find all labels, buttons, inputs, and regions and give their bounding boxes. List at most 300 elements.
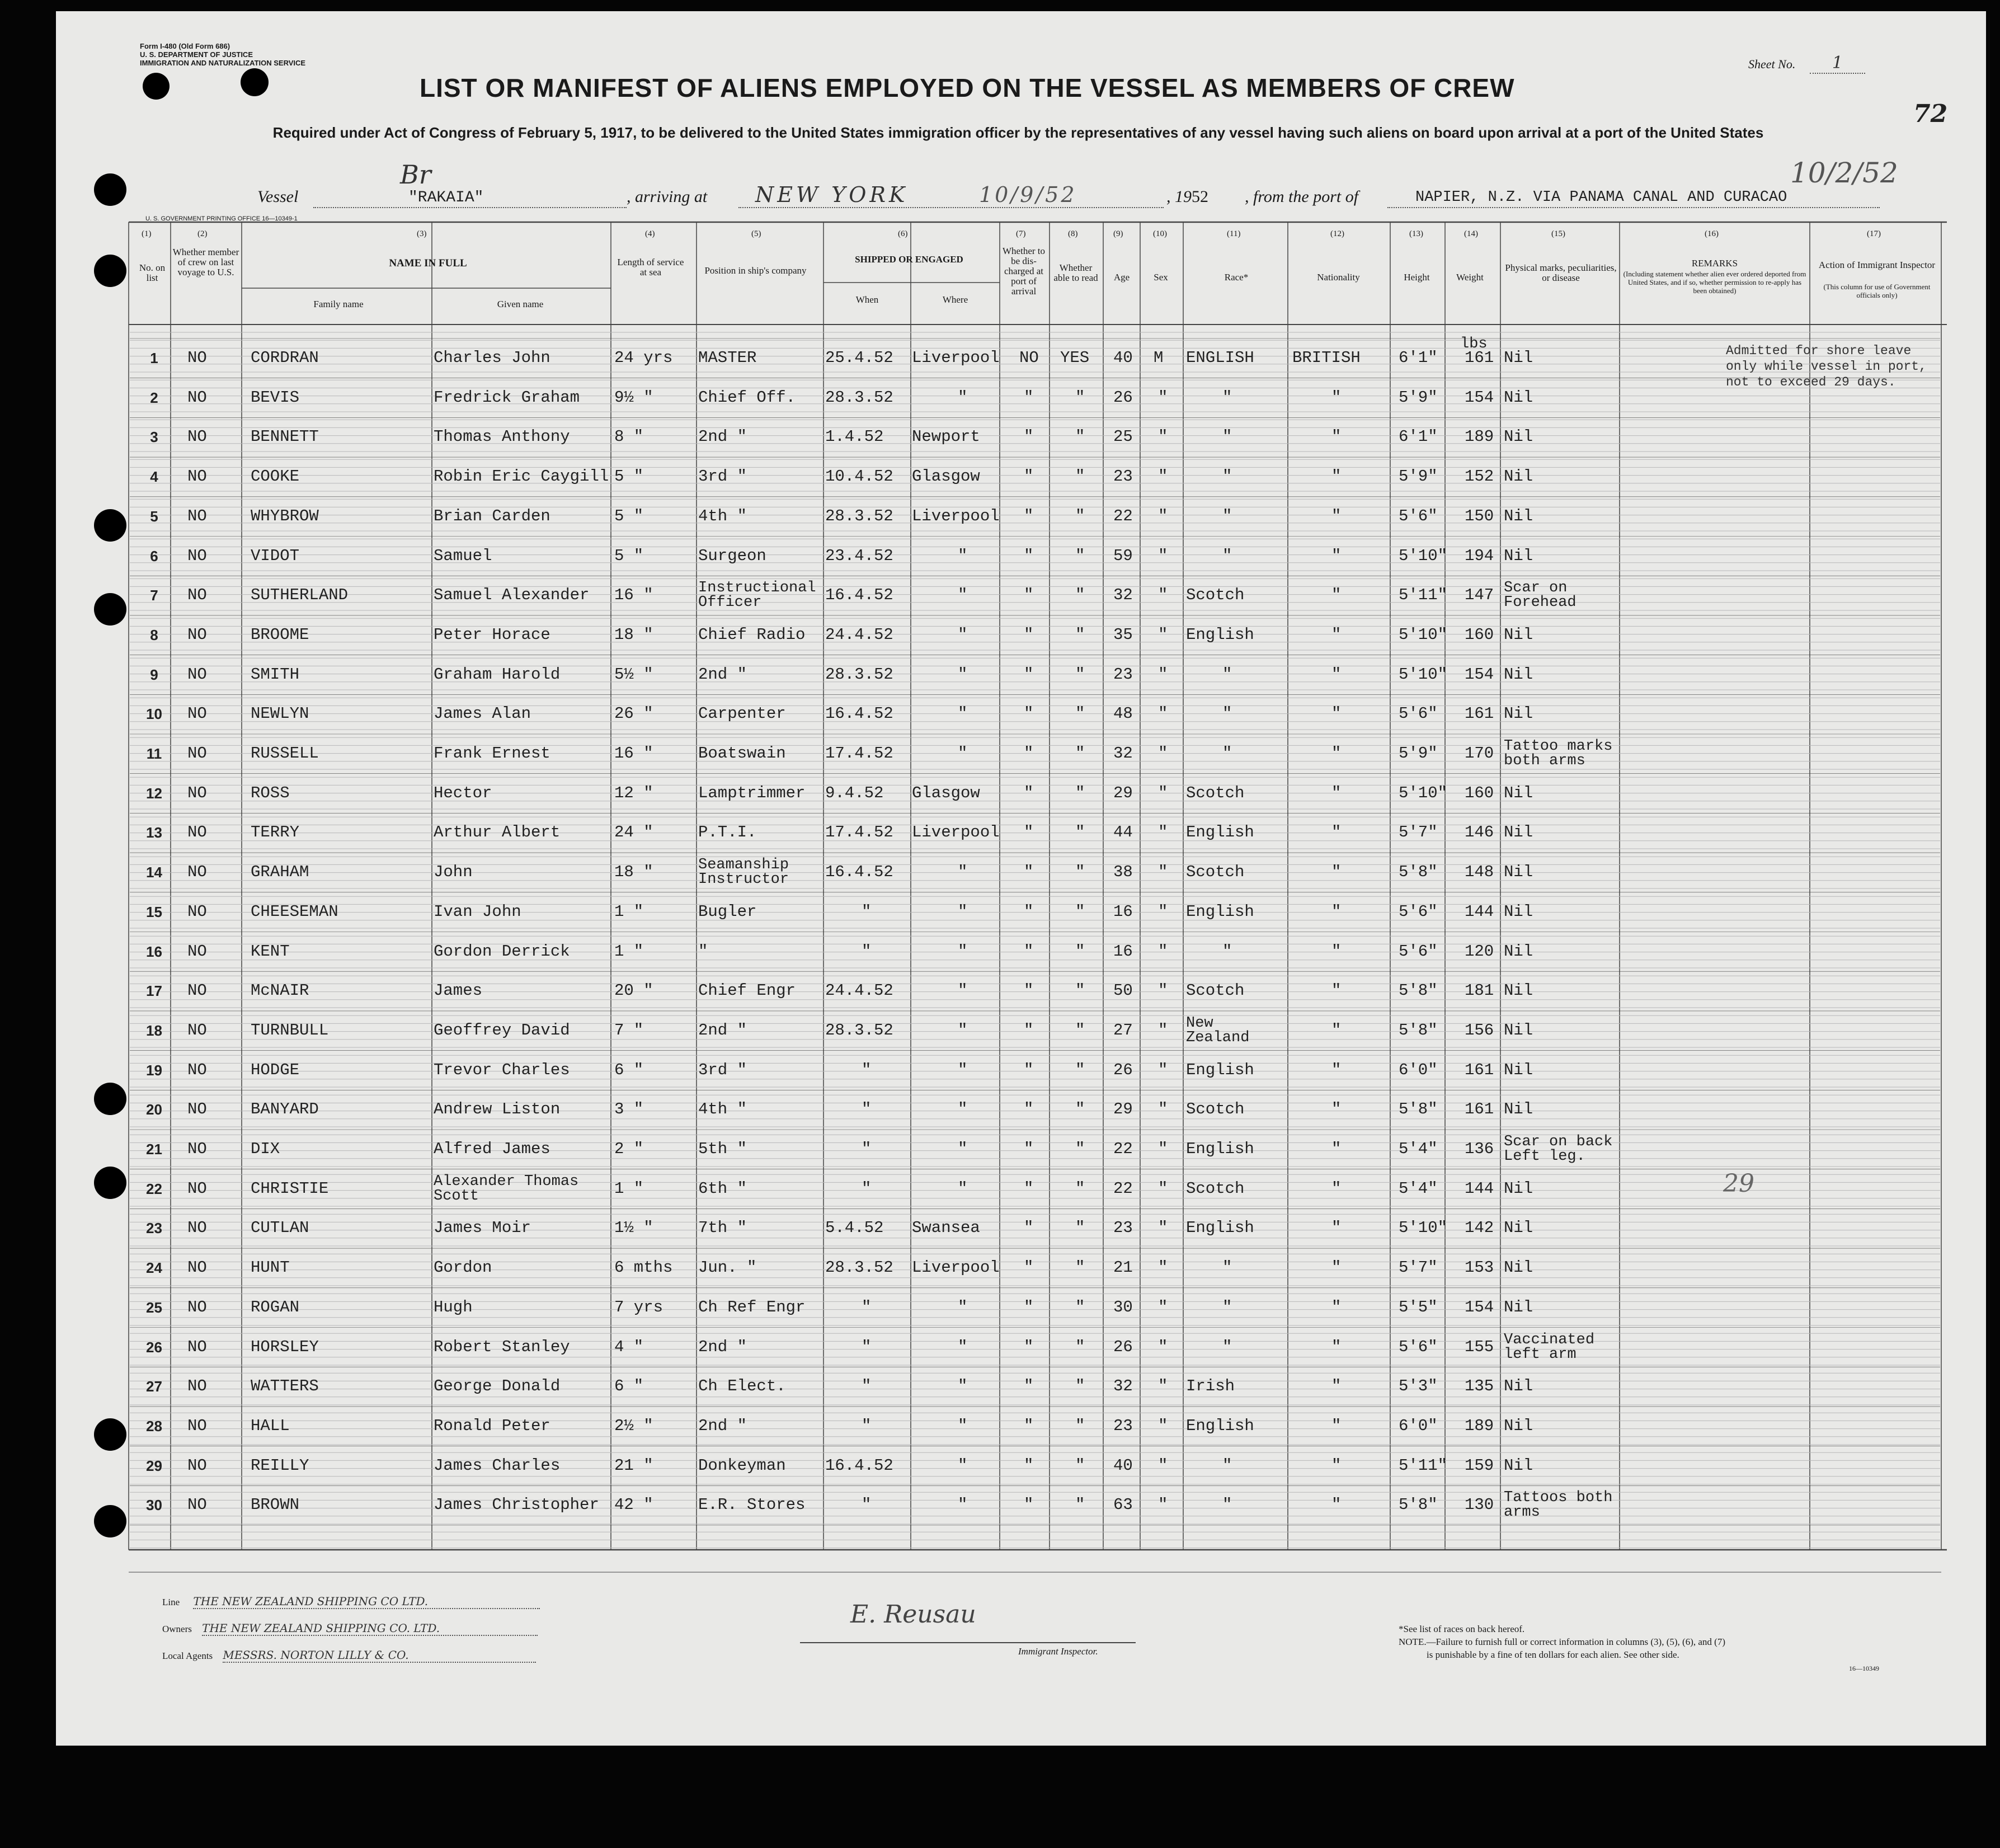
race: " xyxy=(1222,506,1232,525)
race: " xyxy=(1222,744,1232,763)
shipped-where: " xyxy=(958,1179,968,1198)
crew-last-voyage: NO xyxy=(187,823,207,842)
physical-marks: Nil xyxy=(1504,783,1533,802)
nationality: " xyxy=(1331,902,1342,921)
able-to-read: " xyxy=(1075,586,1085,605)
crew-last-voyage: NO xyxy=(187,1377,207,1396)
service-length: 5 " xyxy=(614,546,644,565)
family-name: TERRY xyxy=(251,823,300,842)
row-number: 26 xyxy=(146,1338,162,1356)
height: 5'11" xyxy=(1399,1456,1448,1475)
sex: " xyxy=(1158,1377,1168,1396)
footer-note-penalty: NOTE.—Failure to furnish full or correct information in columns (3), (5), (6), and (7) xyxy=(1399,1637,1725,1647)
position: MASTER xyxy=(698,349,757,367)
physical-marks: Tattoo marks both arms xyxy=(1504,738,1613,769)
family-name: BROOME xyxy=(251,625,309,644)
column-number: (11) xyxy=(1227,229,1241,238)
shipped-where: Newport xyxy=(912,427,980,446)
age: 21 xyxy=(1113,1258,1133,1277)
column-number: (2) xyxy=(197,229,208,238)
race: Scotch xyxy=(1186,1179,1245,1198)
discharged: " xyxy=(1024,863,1034,882)
sex: " xyxy=(1158,665,1168,684)
discharged: " xyxy=(1024,1060,1034,1079)
vessel-label: Vessel xyxy=(257,187,299,206)
shipped-where: " xyxy=(958,1297,968,1316)
family-name: COOKE xyxy=(251,467,300,486)
nationality: " xyxy=(1331,1297,1342,1316)
family-name: McNAIR xyxy=(251,981,309,1000)
row-number: 28 xyxy=(146,1417,162,1435)
race: " xyxy=(1222,704,1232,723)
given-name: Ronald Peter xyxy=(434,1416,550,1435)
able-to-read: " xyxy=(1075,467,1085,486)
discharged: " xyxy=(1024,1297,1034,1316)
able-to-read: " xyxy=(1075,902,1085,921)
race: " xyxy=(1222,665,1232,684)
sex: " xyxy=(1158,902,1168,921)
height: 5'8" xyxy=(1399,981,1438,1000)
service-length: 20 " xyxy=(614,981,653,1000)
header-sex: Sex xyxy=(1154,272,1168,283)
header-height: Height xyxy=(1404,272,1430,283)
row-number: 15 xyxy=(146,903,162,920)
race: " xyxy=(1222,942,1232,961)
sex: " xyxy=(1158,744,1168,763)
race: " xyxy=(1222,427,1232,446)
physical-marks: Nil xyxy=(1504,1456,1533,1475)
family-name: DIX xyxy=(251,1140,280,1158)
weight: 153 xyxy=(1465,1258,1494,1277)
height: 6'1" xyxy=(1399,349,1438,367)
position: 4th " xyxy=(698,1100,747,1119)
age: 25 xyxy=(1113,427,1133,446)
able-to-read: " xyxy=(1075,863,1085,882)
able-to-read: " xyxy=(1075,783,1085,802)
family-name: HODGE xyxy=(251,1060,300,1079)
shipped-when: 9.4.52 xyxy=(825,783,884,802)
shipped-where: Liverpool xyxy=(912,506,1000,525)
weight: 144 xyxy=(1465,902,1494,921)
physical-marks: Nil xyxy=(1504,546,1533,565)
footer-note-penalty-2: is punishable by a fine of ten dollars for each alien. See other side. xyxy=(1427,1649,1679,1660)
row-number: 10 xyxy=(146,706,162,723)
sex: " xyxy=(1158,506,1168,525)
physical-marks: Nil xyxy=(1504,1219,1533,1238)
header-where: Where xyxy=(942,294,968,305)
able-to-read: " xyxy=(1075,981,1085,1000)
position: P.T.I. xyxy=(698,823,757,842)
row-number: 25 xyxy=(146,1299,162,1316)
crew-last-voyage: NO xyxy=(187,1496,207,1515)
column-number: (16) xyxy=(1705,229,1719,238)
crew-last-voyage: NO xyxy=(187,863,207,882)
weight: 170 xyxy=(1465,744,1494,763)
age: 23 xyxy=(1113,665,1133,684)
physical-marks: Nil xyxy=(1504,1416,1533,1435)
given-name: Fredrick Graham xyxy=(434,388,580,407)
race: English xyxy=(1186,902,1254,921)
row-number: 29 xyxy=(146,1457,162,1474)
physical-marks: Nil xyxy=(1504,1179,1533,1198)
sex: " xyxy=(1158,1456,1168,1475)
race: Scotch xyxy=(1186,981,1245,1000)
age: 23 xyxy=(1113,467,1133,486)
crew-last-voyage: NO xyxy=(187,902,207,921)
crew-last-voyage: NO xyxy=(187,1100,207,1119)
crew-last-voyage: NO xyxy=(187,1140,207,1158)
row-number: 21 xyxy=(146,1141,162,1158)
family-name: TURNBULL xyxy=(251,1021,329,1040)
crew-last-voyage: NO xyxy=(187,1258,207,1277)
discharged: " xyxy=(1024,1416,1034,1435)
service-length: 16 " xyxy=(614,744,653,763)
header-weight: Weight xyxy=(1456,272,1484,283)
sex: " xyxy=(1158,783,1168,802)
age: 32 xyxy=(1113,586,1133,605)
discharged: " xyxy=(1024,823,1034,842)
nationality: " xyxy=(1331,388,1342,407)
header-name-in-full: NAME IN FULL xyxy=(389,257,467,269)
given-name: Samuel Alexander xyxy=(434,586,590,605)
height: 5'10" xyxy=(1399,625,1448,644)
shipped-when: " xyxy=(862,1337,872,1356)
nationality: " xyxy=(1331,467,1342,486)
race: Scotch xyxy=(1186,586,1245,605)
race: ENGLISH xyxy=(1186,349,1254,367)
owners-value: THE NEW ZEALAND SHIPPING CO. LTD. xyxy=(202,1621,538,1636)
crew-last-voyage: NO xyxy=(187,1060,207,1079)
physical-marks: Nil xyxy=(1504,981,1533,1000)
nationality: " xyxy=(1331,1100,1342,1119)
weight: 160 xyxy=(1465,625,1494,644)
family-name: SMITH xyxy=(251,665,300,684)
position: 3rd " xyxy=(698,1060,747,1079)
vessel-note: Br xyxy=(400,159,431,190)
weight: 156 xyxy=(1465,1021,1494,1040)
race: " xyxy=(1222,1258,1232,1277)
position: Instructional Officer xyxy=(698,580,816,612)
height: 5'6" xyxy=(1399,704,1438,723)
nationality: " xyxy=(1331,546,1342,565)
row-number: 7 xyxy=(150,587,158,604)
sex: " xyxy=(1158,1496,1168,1515)
able-to-read: " xyxy=(1075,388,1085,407)
shipped-when: 17.4.52 xyxy=(825,823,893,842)
shipped-when: 28.3.52 xyxy=(825,665,893,684)
height: 5'10" xyxy=(1399,665,1448,684)
weight: 161 xyxy=(1465,704,1494,723)
inspector-label: Immigrant Inspector. xyxy=(1018,1646,1098,1657)
nationality: " xyxy=(1331,506,1342,525)
able-to-read: " xyxy=(1075,823,1085,842)
discharged: " xyxy=(1024,467,1034,486)
service-length: 1½ " xyxy=(614,1219,653,1238)
family-name: WHYBROW xyxy=(251,506,319,525)
family-name: ROSS xyxy=(251,783,290,802)
header-given-name: Given name xyxy=(497,299,544,309)
given-name: Hector xyxy=(434,783,492,802)
height: 5'8" xyxy=(1399,1100,1438,1119)
shipped-where: " xyxy=(958,665,968,684)
discharged: " xyxy=(1024,902,1034,921)
row-number: 27 xyxy=(146,1378,162,1395)
sex: " xyxy=(1158,1021,1168,1040)
age: 16 xyxy=(1113,902,1133,921)
position: Chief Off. xyxy=(698,388,796,407)
crew-last-voyage: NO xyxy=(187,704,207,723)
given-name: Arthur Albert xyxy=(434,823,561,842)
physical-marks: Nil xyxy=(1504,1021,1533,1040)
age: 50 xyxy=(1113,981,1133,1000)
height: 5'4" xyxy=(1399,1140,1438,1158)
position: Ch Ref Engr xyxy=(698,1297,806,1316)
position: 3rd " xyxy=(698,467,747,486)
height: 6'0" xyxy=(1399,1416,1438,1435)
position: 2nd " xyxy=(698,1337,747,1356)
family-name: REILLY xyxy=(251,1456,309,1475)
height: 5'9" xyxy=(1399,388,1438,407)
height: 5'10" xyxy=(1399,1219,1448,1238)
able-to-read: " xyxy=(1075,1337,1085,1356)
crew-last-voyage: NO xyxy=(187,1179,207,1198)
given-name: Samuel xyxy=(434,546,492,565)
able-to-read: " xyxy=(1075,1140,1085,1158)
able-to-read: " xyxy=(1075,1377,1085,1396)
crew-last-voyage: NO xyxy=(187,506,207,525)
service-length: 24 " xyxy=(614,823,653,842)
able-to-read: " xyxy=(1075,1021,1085,1040)
physical-marks: Nil xyxy=(1504,467,1533,486)
shipped-when: 28.3.52 xyxy=(825,388,893,407)
nationality: " xyxy=(1331,1496,1342,1515)
race: " xyxy=(1222,546,1232,565)
height: 5'7" xyxy=(1399,823,1438,842)
able-to-read: " xyxy=(1075,665,1085,684)
position: 7th " xyxy=(698,1219,747,1238)
position: 2nd " xyxy=(698,1416,747,1435)
shipped-where: Liverpool xyxy=(912,1258,1000,1277)
family-name: BENNETT xyxy=(251,427,319,446)
family-name: KENT xyxy=(251,942,290,961)
sex: " xyxy=(1158,1060,1168,1079)
shipped-where: " xyxy=(958,942,968,961)
age: 26 xyxy=(1113,1337,1133,1356)
able-to-read: " xyxy=(1075,744,1085,763)
family-name: GRAHAM xyxy=(251,863,309,882)
physical-marks: Scar on back Left leg. xyxy=(1504,1134,1613,1165)
height: 6'1" xyxy=(1399,427,1438,446)
header-position: Position in ship's company xyxy=(704,265,807,276)
remarks-handwritten: 29 xyxy=(1723,1169,1754,1198)
column-number: (12) xyxy=(1330,229,1344,238)
sheet-label: Sheet No. xyxy=(1748,57,1796,71)
row-number: 19 xyxy=(146,1061,162,1079)
row-number: 3 xyxy=(150,429,158,446)
service-length: 42 " xyxy=(614,1496,653,1515)
shipped-where: Liverpool xyxy=(912,349,1000,367)
nationality: " xyxy=(1331,1021,1342,1040)
shipped-where: " xyxy=(958,1140,968,1158)
weight: 144 xyxy=(1465,1179,1494,1198)
age: 59 xyxy=(1113,546,1133,565)
shipped-where: " xyxy=(958,1060,968,1079)
race: " xyxy=(1222,467,1232,486)
family-name: HALL xyxy=(251,1416,290,1435)
sex: " xyxy=(1158,1297,1168,1316)
age: 35 xyxy=(1113,625,1133,644)
agents-value: MESSRS. NORTON LILLY & CO. xyxy=(223,1648,536,1663)
race: English xyxy=(1186,1416,1254,1435)
year-value: 52 xyxy=(1192,187,1208,206)
column-number: (3) xyxy=(417,229,427,238)
family-name: BROWN xyxy=(251,1496,300,1515)
sex: " xyxy=(1158,981,1168,1000)
race: " xyxy=(1222,1456,1232,1475)
weight: 147 xyxy=(1465,586,1494,605)
given-name: James Charles xyxy=(434,1456,561,1475)
year-prefix: , 19 xyxy=(1166,187,1192,206)
shipped-when: " xyxy=(862,1496,872,1515)
given-name: Robert Stanley xyxy=(434,1337,570,1356)
given-name: Ivan John xyxy=(434,902,521,921)
nationality: " xyxy=(1331,1060,1342,1079)
nationality: " xyxy=(1331,1377,1342,1396)
weight: 155 xyxy=(1465,1337,1494,1356)
crew-last-voyage: NO xyxy=(187,586,207,605)
discharged: " xyxy=(1024,1496,1034,1515)
height: 5'4" xyxy=(1399,1179,1438,1198)
shipped-where: Liverpool xyxy=(912,823,1000,842)
sheet-value: 1 xyxy=(1810,53,1865,74)
race: " xyxy=(1222,1337,1232,1356)
service-length: 7 " xyxy=(614,1021,644,1040)
height: 5'7" xyxy=(1399,1258,1438,1277)
given-name: Gordon Derrick xyxy=(434,942,570,961)
shipped-where: Glasgow xyxy=(912,783,980,802)
family-name: CORDRAN xyxy=(251,349,319,367)
service-length: 1 " xyxy=(614,902,644,921)
service-length: 5 " xyxy=(614,506,644,525)
shipped-where: " xyxy=(958,981,968,1000)
family-name: HUNT xyxy=(251,1258,290,1277)
row-number: 23 xyxy=(146,1220,162,1237)
sex: " xyxy=(1158,1100,1168,1119)
crew-last-voyage: NO xyxy=(187,546,207,565)
sex: " xyxy=(1158,1337,1168,1356)
from-label: , from the port of xyxy=(1245,187,1359,206)
row-number: 22 xyxy=(146,1180,162,1197)
header-action: Action of Immigrant Inspector xyxy=(1818,260,1936,270)
discharged: NO xyxy=(1019,349,1039,367)
shipped-when: 24.4.52 xyxy=(825,981,893,1000)
weight: 159 xyxy=(1465,1456,1494,1475)
physical-marks: Nil xyxy=(1504,1377,1533,1396)
header-when: When xyxy=(855,294,879,305)
shipped-when: " xyxy=(862,902,872,921)
given-name: Peter Horace xyxy=(434,625,550,644)
able-to-read: " xyxy=(1075,1456,1085,1475)
race: English xyxy=(1186,1219,1254,1238)
race: Scotch xyxy=(1186,783,1245,802)
able-to-read: " xyxy=(1075,942,1085,961)
service-length: 16 " xyxy=(614,586,653,605)
crew-last-voyage: NO xyxy=(187,388,207,407)
column-number: (4) xyxy=(645,229,655,238)
column-number: (1) xyxy=(142,229,152,238)
height: 5'11" xyxy=(1399,586,1448,605)
nationality: " xyxy=(1331,942,1342,961)
sex: M xyxy=(1154,349,1164,367)
crew-last-voyage: NO xyxy=(187,1021,207,1040)
shipped-where: " xyxy=(958,1100,968,1119)
nationality: " xyxy=(1331,1140,1342,1158)
row-number: 16 xyxy=(146,943,162,960)
able-to-read: " xyxy=(1075,427,1085,446)
sex: " xyxy=(1158,427,1168,446)
position: Boatswain xyxy=(698,744,786,763)
column-number: (15) xyxy=(1551,229,1565,238)
given-name: Gordon xyxy=(434,1258,492,1277)
height: 5'3" xyxy=(1399,1377,1438,1396)
shipped-when: " xyxy=(862,1416,872,1435)
service-length: 6 " xyxy=(614,1377,644,1396)
age: 32 xyxy=(1113,1377,1133,1396)
able-to-read: " xyxy=(1075,704,1085,723)
weight: 189 xyxy=(1465,427,1494,446)
row-number: 5 xyxy=(150,507,158,525)
weight: 146 xyxy=(1465,823,1494,842)
position: Seamanship Instructor xyxy=(698,857,789,888)
nationality: " xyxy=(1331,665,1342,684)
form-number: Form I-480 (Old Form 686) xyxy=(140,42,230,50)
crew-last-voyage: NO xyxy=(187,349,207,367)
height: 5'8" xyxy=(1399,1021,1438,1040)
shipped-when: " xyxy=(862,1060,872,1079)
able-to-read: YES xyxy=(1060,349,1090,367)
given-name: James xyxy=(434,981,483,1000)
row-number: 6 xyxy=(150,547,158,565)
crew-last-voyage: NO xyxy=(187,1416,207,1435)
physical-marks: Nil xyxy=(1504,1297,1533,1316)
age: 23 xyxy=(1113,1219,1133,1238)
sex: " xyxy=(1158,388,1168,407)
column-number: (5) xyxy=(751,229,761,238)
shipped-where: " xyxy=(958,744,968,763)
footer-agents xyxy=(162,1648,536,1663)
physical-marks: Vaccinated left arm xyxy=(1504,1331,1595,1363)
sex: " xyxy=(1158,863,1168,882)
corner-note: 10/2/52 xyxy=(1790,157,1898,189)
physical-marks: Nil xyxy=(1504,902,1533,921)
footer-owners xyxy=(162,1621,538,1636)
sex: " xyxy=(1158,942,1168,961)
shipped-where: " xyxy=(958,1337,968,1356)
shipped-when: 1.4.52 xyxy=(825,427,884,446)
shipped-when: 16.4.52 xyxy=(825,586,893,605)
age: 40 xyxy=(1113,349,1133,367)
column-number: (6) xyxy=(898,229,908,238)
from-port: NAPIER, N.Z. VIA PANAMA CANAL AND CURACAO xyxy=(1415,189,1787,206)
shipped-when: 10.4.52 xyxy=(825,467,893,486)
service-length: 12 " xyxy=(614,783,653,802)
height: 5'5" xyxy=(1399,1297,1438,1316)
position: 6th " xyxy=(698,1179,747,1198)
nationality: " xyxy=(1331,1219,1342,1238)
remarks-text xyxy=(1726,343,1933,390)
footer-line xyxy=(162,1595,540,1609)
discharged: " xyxy=(1024,427,1034,446)
